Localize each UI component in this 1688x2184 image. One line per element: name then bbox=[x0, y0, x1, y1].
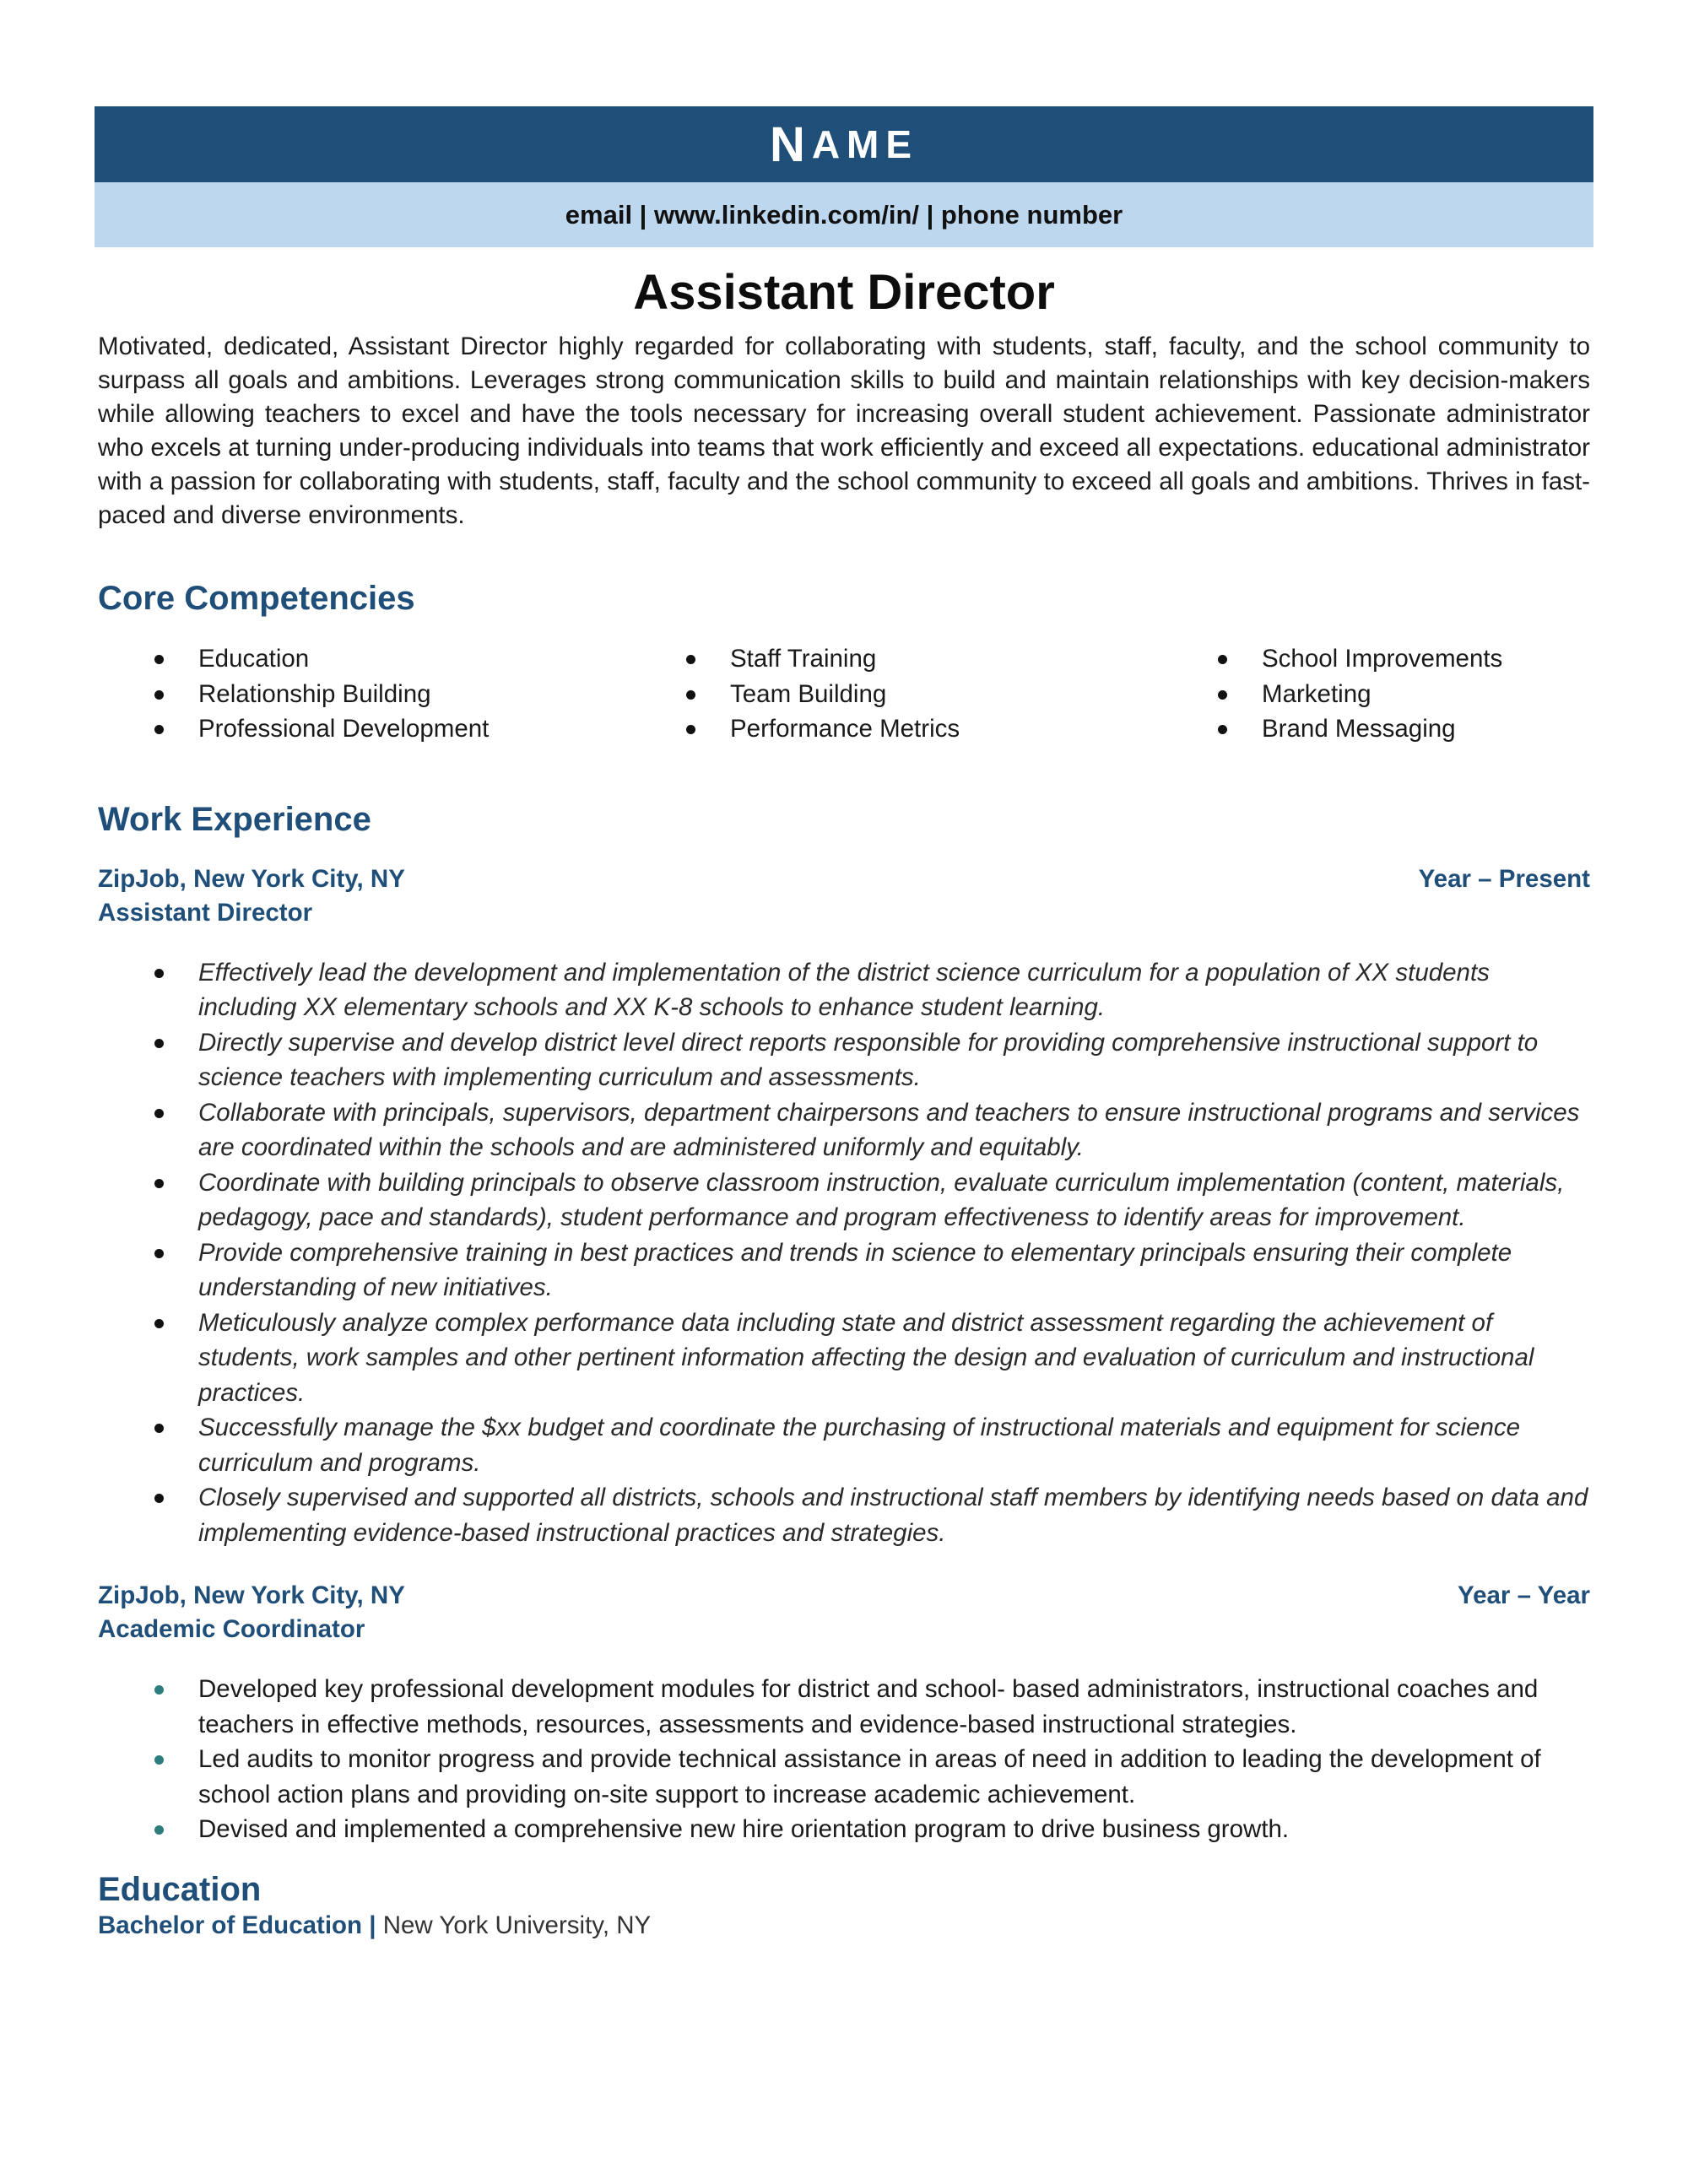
resume-title: Assistant Director bbox=[633, 265, 1055, 320]
competency-item: Brand Messaging bbox=[1158, 711, 1593, 747]
job-bullet: Led audits to monitor progress and provide technical assistance in areas of need in addition to leading the development of school action plans and providing on-site support to increase academic achievement. bbox=[95, 1742, 1593, 1812]
job-company: ZipJob, New York City, NY bbox=[98, 1581, 405, 1609]
competency-item: Marketing bbox=[1158, 677, 1593, 712]
experience-heading: Work Experience bbox=[98, 800, 371, 838]
competency-item: Staff Training bbox=[626, 641, 1158, 677]
job-role: Assistant Director bbox=[98, 898, 313, 927]
competency-column-1 bbox=[95, 641, 626, 747]
job-bullet: Meticulously analyze complex performance data including state and district assessment regarding the achievement of students, work samples and other pertinent information affecting the design and evaluation of curriculum and instructional practices. bbox=[95, 1306, 1593, 1411]
competency-item: Team Building bbox=[626, 677, 1158, 712]
job-bullets bbox=[95, 1672, 1593, 1847]
competency-column-2 bbox=[626, 641, 1158, 747]
summary-paragraph: Motivated, dedicated, Assistant Director highly regarded for collaborating with students, staff, faculty, and the school community to surpass all goals and ambitions. Leverages strong communication skills to build and maintain relationships with key decision-makers while allowing teachers to excel and have the tools necessary for increasing overall student achievement. Passionate administrator who excels at turning under-producing individuals into teams that work efficiently and exceed all expectations. educational administrator with a passion for collaborating with students, staff, faculty and the school community to exceed all goals and ambitions. Thrives in fast-paced and diverse environments. bbox=[98, 332, 1590, 529]
education-entry bbox=[98, 1909, 1593, 1943]
job-bullet: Directly supervise and develop district level direct reports responsible for providing comprehensive instructional support to science teachers with implementing curriculum and assessments. bbox=[95, 1025, 1593, 1095]
education-school: New York University, NY bbox=[382, 1911, 652, 1939]
contact-bar bbox=[95, 182, 1593, 247]
job-bullet: Effectively lead the development and implementation of the district science curriculum for a population of XX students including XX elementary schools and XX K-8 schools to enhance student learning. bbox=[95, 955, 1593, 1025]
job-bullet: Provide comprehensive training in best practices and trends in science to elementary principals ensuring their complete understanding of new initiatives. bbox=[95, 1235, 1593, 1306]
education-heading: Education bbox=[98, 1870, 262, 1908]
name-banner bbox=[95, 106, 1593, 182]
job-bullet: Collaborate with principals, supervisors, department chairpersons and teachers to ensure instructional programs and services are coordinated within the schools and are administered uniformly and equitably. bbox=[95, 1095, 1593, 1165]
job-header bbox=[98, 862, 1590, 896]
competency-item: Relationship Building bbox=[95, 677, 626, 712]
job-role: Academic Coordinator bbox=[98, 1615, 365, 1643]
job-bullet: Developed key professional development modules for district and school- based administrators, instructional coaches and teachers in effective methods, resources, assessments and evidence-based instructional strategies. bbox=[95, 1672, 1593, 1742]
job-bullet: Closely supervised and supported all districts, schools and instructional staff members by identifying needs based on data and implementing evidence-based instructional practices and strategies. bbox=[95, 1480, 1593, 1550]
job-entry bbox=[95, 862, 1593, 1551]
job-dates: Year – Year bbox=[1458, 1581, 1590, 1609]
job-bullet: Devised and implemented a comprehensive new hire orientation program to drive business growth. bbox=[95, 1812, 1593, 1847]
competency-item: Education bbox=[95, 641, 626, 677]
competencies-heading: Core Competencies bbox=[98, 580, 415, 617]
job-dates: Year – Present bbox=[1418, 864, 1590, 893]
competency-item: Performance Metrics bbox=[626, 711, 1158, 747]
job-entry bbox=[95, 1579, 1593, 1847]
job-bullet: Successfully manage the $xx budget and coordinate the purchasing of instructional materials and equipment for science curriculum and programs. bbox=[95, 1410, 1593, 1480]
job-bullet: Coordinate with building principals to observe classroom instruction, evaluate curriculum implementation (content, materials, pedagogy, pace and standards), student performance and program effectiveness to identify areas for improvement. bbox=[95, 1165, 1593, 1235]
name-initial: N bbox=[769, 116, 812, 172]
competency-column-3 bbox=[1158, 641, 1593, 747]
competency-item: School Improvements bbox=[1158, 641, 1593, 677]
resume-page bbox=[95, 106, 1593, 1943]
contact-info: email | www.linkedin.com/in/ | phone number bbox=[565, 199, 1123, 230]
education-degree: Bachelor of Education | bbox=[98, 1911, 376, 1939]
name-rest: AME bbox=[811, 122, 919, 166]
job-bullets bbox=[95, 955, 1593, 1551]
job-header bbox=[98, 1579, 1590, 1613]
competencies-grid bbox=[95, 641, 1593, 747]
competency-item: Professional Development bbox=[95, 711, 626, 747]
job-company: ZipJob, New York City, NY bbox=[98, 864, 405, 893]
